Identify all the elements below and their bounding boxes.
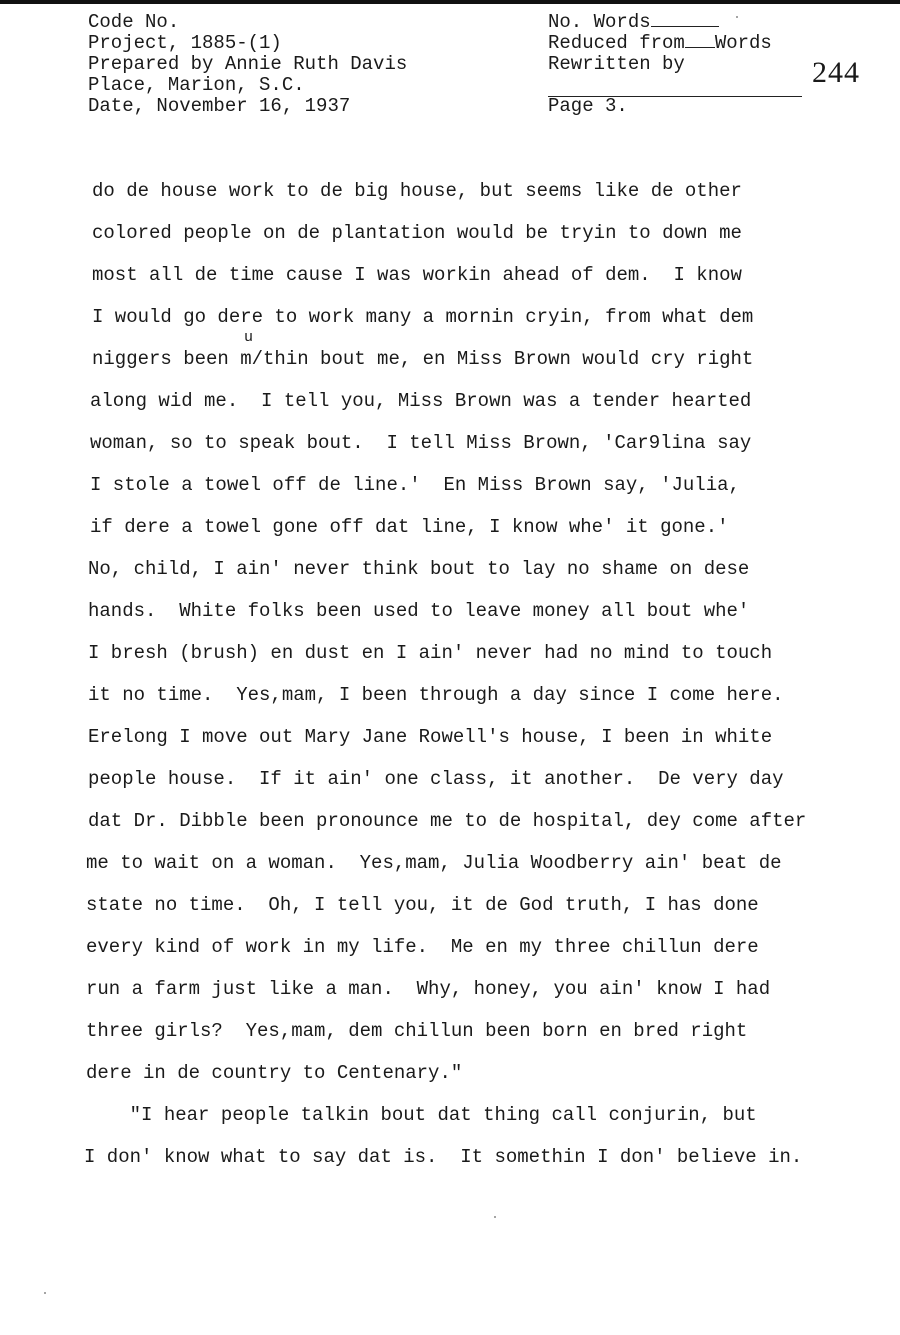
code-no-line: Code No. xyxy=(88,11,180,33)
paper-speck xyxy=(494,1216,496,1218)
body-line: woman, so to speak bout. I tell Miss Brown, 'Car9lina say xyxy=(90,432,752,454)
body-line: Erelong I move out Mary Jane Rowell's house, I been in white xyxy=(88,726,773,748)
date-line: Date, November 16, 1937 xyxy=(88,95,351,117)
body-line: colored people on de plantation would be tryin to down me xyxy=(92,222,742,244)
no-words-blank xyxy=(651,12,719,27)
body-line: No, child, I ain' never think bout to lay no shame on dese xyxy=(88,558,750,580)
body-line: hands. White folks been used to leave money all bout whe' xyxy=(88,600,750,622)
top-border-rule xyxy=(0,0,900,4)
project-line: Project, 1885-(1) xyxy=(88,32,282,54)
page-number-stamp: 244 xyxy=(812,56,860,89)
handwritten-insertion-mark: u xyxy=(244,329,254,346)
body-line: most all de time cause I was workin ahead of dem. I know xyxy=(92,264,742,286)
body-line: "I hear people talkin bout dat thing call conjurin, but xyxy=(84,1104,757,1126)
body-line: I stole a towel off de line.' En Miss Brown say, 'Julia, xyxy=(90,474,740,496)
reduced-from-line xyxy=(548,33,772,54)
body-line: me to wait on a woman. Yes,mam, Julia Woodberry ain' beat de xyxy=(86,852,782,874)
no-words-line xyxy=(548,12,772,33)
body-line: every kind of work in my life. Me en my three chillun dere xyxy=(86,936,759,958)
body-line: do de house work to de big house, but seems like de other xyxy=(92,180,742,202)
body-line: dere in de country to Centenary." xyxy=(86,1062,463,1084)
reduced-from-label: Reduced from xyxy=(548,32,685,54)
paper-speck xyxy=(736,16,738,18)
prepared-by-line: Prepared by Annie Ruth Davis xyxy=(88,53,408,75)
reduced-from-blank xyxy=(685,33,715,48)
paper-speck xyxy=(44,1292,46,1294)
body-line: run a farm just like a man. Why, honey, you ain' know I had xyxy=(86,978,771,1000)
body-line: state no time. Oh, I tell you, it de God truth, I has done xyxy=(86,894,759,916)
place-line: Place, Marion, S.C. xyxy=(88,74,305,96)
body-line: niggers been m/thin bout me, en Miss Brown would cry right xyxy=(92,348,754,370)
header-word-count-block xyxy=(548,12,772,117)
header-info-block xyxy=(88,12,407,117)
rewritten-by-line: Rewritten by xyxy=(548,53,685,75)
body-line: dat Dr. Dibble been pronounce me to de hospital, dey come after xyxy=(88,810,807,832)
body-line: people house. If it ain' one class, it another. De very day xyxy=(88,768,784,790)
body-line: I would go dere to work many a mornin cryin, from what dem xyxy=(92,306,754,328)
no-words-label: No. Words xyxy=(548,11,651,33)
page-rule xyxy=(548,96,802,97)
body-line: three girls? Yes,mam, dem chillun been born en bred right xyxy=(86,1020,748,1042)
body-line: I bresh (brush) en dust en I ain' never had no mind to touch xyxy=(88,642,773,664)
page-label: Page 3. xyxy=(548,95,628,117)
body-line: it no time. Yes,mam, I been through a day since I come here. xyxy=(88,684,784,706)
body-line: I don' know what to say dat is. It somethin I don' believe in. xyxy=(84,1146,803,1168)
body-line: along wid me. I tell you, Miss Brown was a tender hearted xyxy=(90,390,752,412)
reduced-words-label: Words xyxy=(714,32,772,54)
body-line: if dere a towel gone off dat line, I know whe' it gone.' xyxy=(90,516,729,538)
